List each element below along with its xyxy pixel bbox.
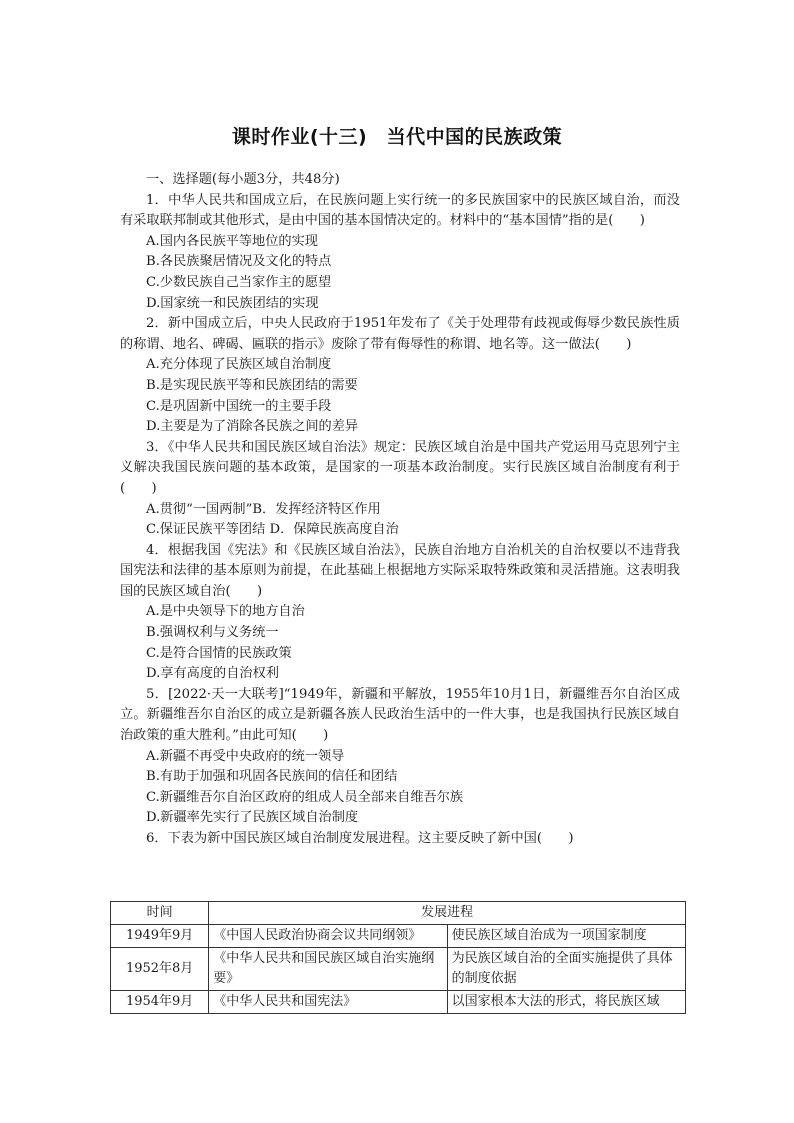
option-ab: A.贯彻“一国两制”B．发挥经济特区作用 bbox=[146, 501, 381, 517]
question-stem: 1．中华人民共和国成立后，在民族问题上实行统一的多民族国家中的民族区域自治，而没有采取联邦制或其他形式，是由中国的基本国情决定的。材料中的“基本国情”指的是( ) bbox=[120, 192, 680, 229]
option-b: B.各民族聚居情况及文化的特点 bbox=[146, 254, 332, 270]
cell-time: 1949年9月 bbox=[111, 925, 209, 948]
option-c: C.是符合国情的民族政策 bbox=[146, 645, 292, 661]
question-stem: 4．根据我国《宪法》和《民族区域自治法》，民族自治地方自治机关的自治权要以不违背我国宪法和法律的基本原则为前提，在此基础上根据地方实际采取特殊政策和灵活措施。这表明我国的民族区域自治( ) bbox=[120, 542, 680, 599]
question-6 bbox=[120, 829, 680, 850]
cell-time: 1952年8月 bbox=[111, 948, 209, 991]
cell-document: 《中华人民共和国宪法》 bbox=[209, 991, 447, 1014]
cell-significance: 使民族区域自治成为一项国家制度 bbox=[447, 925, 685, 948]
header-progress: 发展进程 bbox=[209, 902, 686, 925]
option-c: C.是巩固新中国统一的主要手段 bbox=[146, 398, 332, 414]
page-title: 课时作业(十三) 当代中国的民族政策 bbox=[231, 126, 563, 148]
cell-significance: 以国家根本大法的形式，将民族区域 bbox=[447, 991, 685, 1014]
question-4 bbox=[120, 541, 680, 685]
question-stem: 3．《中华人民共和国民族区域自治法》规定：民族区域自治是中国共产党运用马克思列宁主义解决我国民族问题的基本政策，是国家的一项基本政治制度。实行民族区域自治制度有利于( ) bbox=[120, 439, 680, 496]
table-row bbox=[111, 948, 686, 991]
option-d: D.享有高度的自治权利 bbox=[146, 666, 279, 682]
question-1 bbox=[120, 191, 680, 315]
section-heading: 一、选择题(每小题3分，共48分) bbox=[146, 172, 340, 187]
option-a: A.国内各民族平等地位的实现 bbox=[146, 233, 318, 249]
cell-significance: 为民族区域自治的全面实施提供了具体的制度依据 bbox=[447, 948, 685, 991]
option-b: B.有助于加强和巩固各民族间的信任和团结 bbox=[146, 769, 398, 785]
option-a: A.是中央领导下的地方自治 bbox=[146, 604, 305, 620]
question-stem: 2．新中国成立后，中央人民政府于1951年发布了《关于处理带有歧视或侮辱少数民族性质的称谓、地名、碑碣、匾联的指示》废除了带有侮辱性的称谓、地名等。这一做法( ) bbox=[120, 316, 680, 352]
table-header-row bbox=[111, 902, 686, 925]
question-5 bbox=[120, 685, 680, 829]
header-time: 时间 bbox=[111, 902, 209, 925]
option-c: C.新疆维吾尔自治区政府的组成人员全部来自维吾尔族 bbox=[146, 789, 464, 805]
question-2 bbox=[120, 314, 680, 438]
question-3 bbox=[120, 438, 680, 541]
cell-document: 《中国人民政治协商会议共同纲领》 bbox=[209, 925, 447, 948]
table-row bbox=[111, 925, 686, 948]
option-c: C.少数民族自己当家作主的愿望 bbox=[146, 274, 332, 290]
question-list bbox=[120, 170, 680, 850]
option-d: D.主要是为了消除各民族之间的差异 bbox=[146, 419, 359, 435]
option-b: B.强调权利与义务统一 bbox=[146, 625, 279, 641]
option-d: D.国家统一和民族团结的实现 bbox=[146, 295, 319, 311]
development-table bbox=[110, 901, 686, 1014]
option-a: A.充分体现了民族区域自治制度 bbox=[146, 357, 332, 373]
option-a: A.新疆不再受中央政府的统一领导 bbox=[146, 748, 345, 764]
option-b: B.是实现民族平等和民族团结的需要 bbox=[146, 377, 358, 393]
option-cd: C.保证民族平等团结 D．保障民族高度自治 bbox=[146, 522, 399, 538]
option-d: D.新疆率先实行了民族区域自治制度 bbox=[146, 810, 359, 826]
table-row bbox=[111, 991, 686, 1014]
question-stem: 5．[2022·天一大联考]“1949年，新疆和平解放，1955年10月1日，新疆维吾尔自治区成立。新疆维吾尔自治区的成立是新疆各族人民政治生活中的一件大事，也是我国执行民族区域自治政策的重大胜利。”由此可知( ) bbox=[120, 686, 680, 744]
question-stem: 6．下表为新中国民族区域自治制度发展进程。这主要反映了新中国( ) bbox=[146, 831, 574, 846]
cell-document: 《中华人民共和国民族区域自治实施纲要》 bbox=[209, 948, 447, 991]
cell-time: 1954年9月 bbox=[111, 991, 209, 1014]
